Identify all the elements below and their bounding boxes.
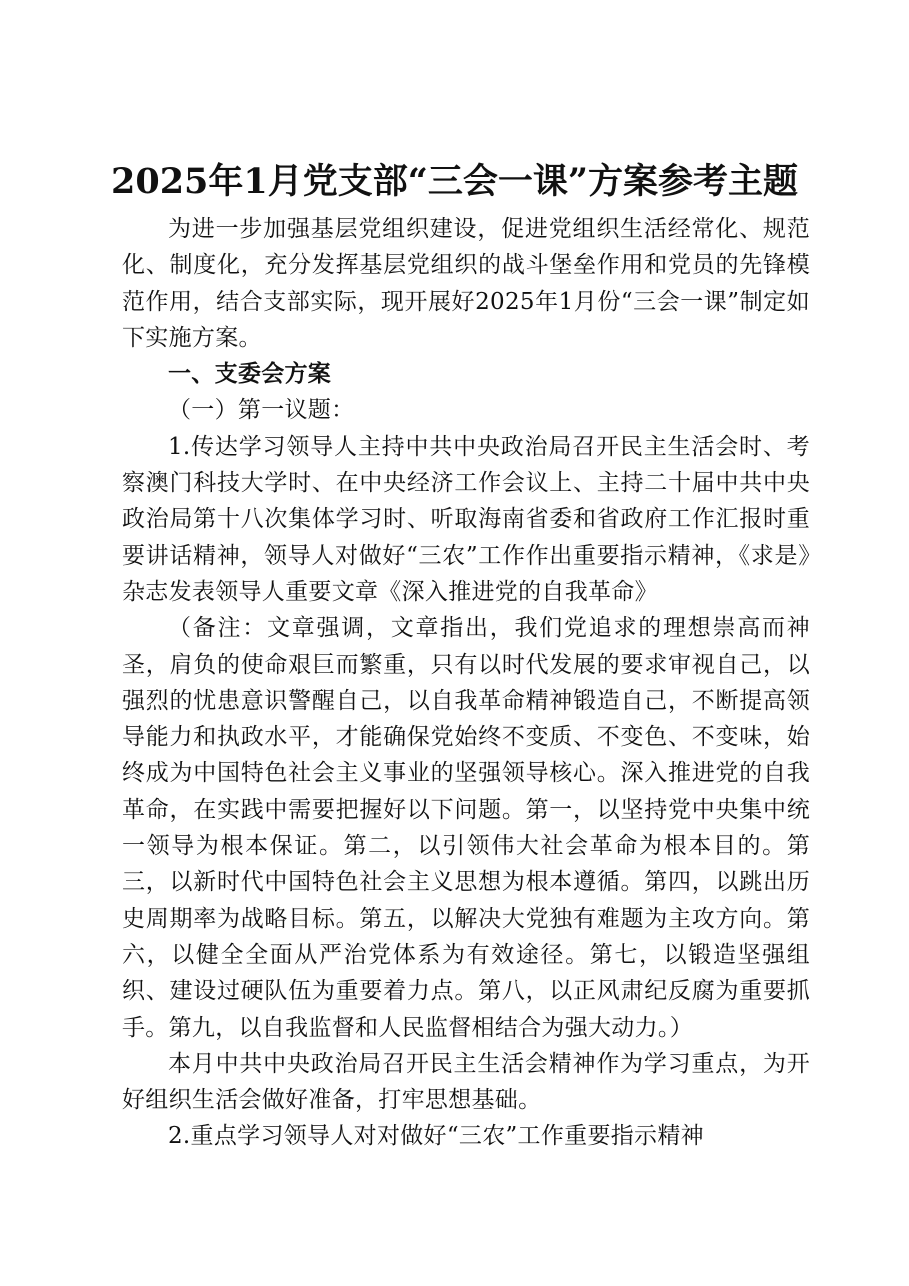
agenda-item-1: 1.传达学习领导人主持中共中央政治局召开民主生活会时、考察澳门科技大学时、在中央经济工作会议上、主持二十届中共中央政治局第十八次集体学习时、听取海南省委和省政府工作汇报时重要讲话精神，领导人对做好“三农”工作作出重要指示精神，《求是》杂志发表领导人重要文章《深入推进党的自我革命》 [122,433,810,605]
intro-paragraph: 为进一步加强基层党组织建设，促进党组织生活经常化、规范化、制度化，充分发挥基层党组织的战斗堡垒作用和党员的先锋模范作用，结合支部实际，现开展好2025年1月份“三会一课”制定如下实施方案。 [122,216,810,351]
study-focus-paragraph: 本月中共中央政治局召开民主生活会精神作为学习重点，为开好组织生活会做好准备，打牢思想基础。 [122,1050,810,1114]
document-body [122,211,810,1155]
agenda-item-2: 2.重点学习领导人对对做好“三农”工作重要指示精神 [168,1123,704,1150]
document-title: 2025年1月党支部“三会一课”方案参考主题 [110,161,799,202]
subsection-heading-first-topic: （一）第一议题： [168,397,355,424]
note-paragraph: （备注：文章强调，文章指出，我们党追求的理想崇高而神圣，肩负的使命艰巨而繁重，只有以时代发展的要求审视自己，以强烈的忧患意识警醒自己，以自我革命精神锻造自己，不断提高领导能力和执政水平，才能确保党始终不变质、不变色、不变味，始终成为中国特色社会主义事业的坚强领导核心。深入推进党的自我革命，在实践中需要把握好以下问题。第一，以坚持党中央集中统一领导为根本保证。第二，以引领伟大社会革命为根本目的。第三，以新时代中国特色社会主义思想为根本遵循。第四，以跳出历史周期率为战略目标。第五，以解决大党独有难题为主攻方向。第六，以健全全面从严治党体系为有效途径。第七，以锻造坚强组织、建设过硬队伍为重要着力点。第八，以正风肃纪反腐为重要抓手。第九，以自我监督和人民监督相结合为强大动力。） [122,615,810,1041]
section-heading-committee-plan: 一、支委会方案 [168,360,332,388]
